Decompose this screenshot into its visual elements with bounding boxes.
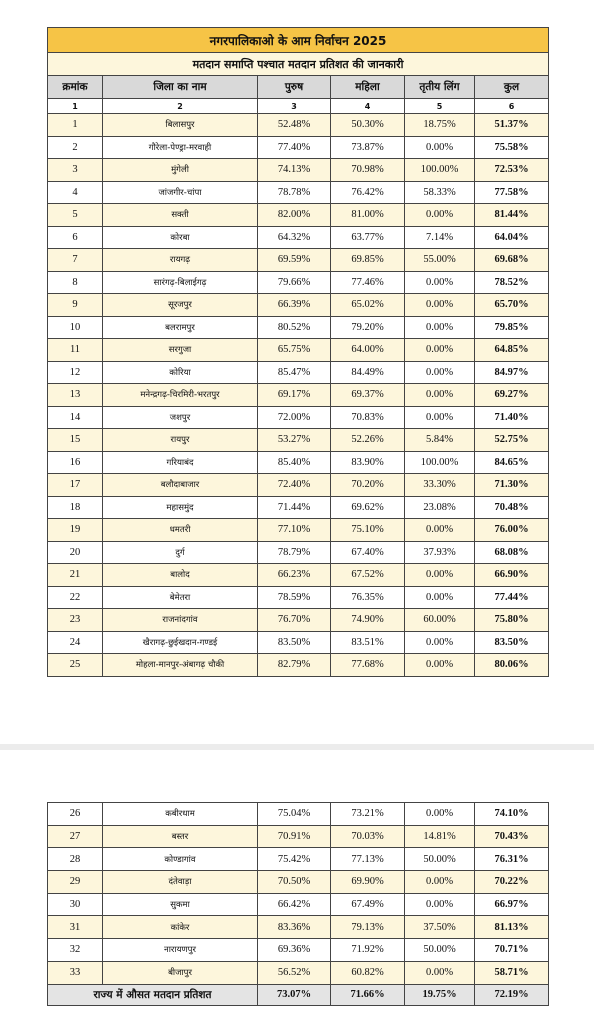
row-total: 65.70% (475, 294, 549, 317)
row-female: 71.92% (331, 939, 405, 962)
row-serial: 4 (48, 181, 103, 204)
column-number: 6 (475, 99, 549, 114)
table-row (48, 541, 549, 564)
average-total: 72.19% (475, 984, 549, 1005)
results-table-part-2 (47, 802, 549, 1006)
row-male: 72.40% (258, 474, 331, 497)
row-district: बस्तर (103, 825, 258, 848)
row-serial: 8 (48, 271, 103, 294)
row-serial: 30 (48, 893, 103, 916)
table-row (48, 271, 549, 294)
row-total: 75.58% (475, 136, 549, 159)
row-serial: 22 (48, 586, 103, 609)
table-row (48, 939, 549, 962)
results-table-part-1 (47, 27, 549, 677)
table-row (48, 893, 549, 916)
row-male: 72.00% (258, 406, 331, 429)
row-serial: 24 (48, 631, 103, 654)
page-subtitle: मतदान समाप्ति पश्चात मतदान प्रतिशत की जानकारी (48, 53, 549, 76)
column-number: 3 (258, 99, 331, 114)
row-serial: 29 (48, 871, 103, 894)
row-male: 70.91% (258, 825, 331, 848)
row-male: 66.39% (258, 294, 331, 317)
row-serial: 10 (48, 316, 103, 339)
row-third-gender: 0.00% (405, 406, 475, 429)
row-serial: 15 (48, 429, 103, 452)
row-third-gender: 0.00% (405, 519, 475, 542)
row-male: 83.36% (258, 916, 331, 939)
row-serial: 28 (48, 848, 103, 871)
row-serial: 1 (48, 114, 103, 137)
row-district: गौरेला-पेण्ड्रा-मरवाही (103, 136, 258, 159)
row-female: 76.35% (331, 586, 405, 609)
average-male: 73.07% (258, 984, 331, 1005)
row-male: 80.52% (258, 316, 331, 339)
table-row (48, 609, 549, 632)
table-row (48, 316, 549, 339)
table-row (48, 114, 549, 137)
row-serial: 25 (48, 654, 103, 677)
row-male: 78.78% (258, 181, 331, 204)
header-male: पुरुष (258, 76, 331, 99)
table-row (48, 916, 549, 939)
row-female: 60.82% (331, 961, 405, 984)
row-serial: 12 (48, 361, 103, 384)
row-female: 73.21% (331, 803, 405, 826)
row-serial: 9 (48, 294, 103, 317)
column-number: 5 (405, 99, 475, 114)
row-third-gender: 0.00% (405, 961, 475, 984)
row-male: 77.40% (258, 136, 331, 159)
row-female: 77.13% (331, 848, 405, 871)
row-female: 76.42% (331, 181, 405, 204)
row-third-gender: 0.00% (405, 294, 475, 317)
table-row (48, 249, 549, 272)
row-female: 74.90% (331, 609, 405, 632)
row-total: 81.13% (475, 916, 549, 939)
row-male: 77.10% (258, 519, 331, 542)
row-total: 66.90% (475, 564, 549, 587)
row-total: 72.53% (475, 159, 549, 182)
row-female: 65.02% (331, 294, 405, 317)
table-row (48, 825, 549, 848)
row-female: 63.77% (331, 226, 405, 249)
row-third-gender: 55.00% (405, 249, 475, 272)
table-row (48, 204, 549, 227)
row-female: 50.30% (331, 114, 405, 137)
column-number: 4 (331, 99, 405, 114)
row-district: सारंगढ़-बिलाईगढ़ (103, 271, 258, 294)
row-district: नारायणपुर (103, 939, 258, 962)
table-row (48, 294, 549, 317)
row-female: 77.46% (331, 271, 405, 294)
row-third-gender: 0.00% (405, 631, 475, 654)
row-male: 75.04% (258, 803, 331, 826)
row-third-gender: 50.00% (405, 939, 475, 962)
table-row (48, 519, 549, 542)
row-female: 52.26% (331, 429, 405, 452)
row-district: धमतरी (103, 519, 258, 542)
row-third-gender: 0.00% (405, 339, 475, 362)
row-third-gender: 0.00% (405, 136, 475, 159)
row-total: 78.52% (475, 271, 549, 294)
row-female: 69.37% (331, 384, 405, 407)
row-district: कबीरधाम (103, 803, 258, 826)
row-female: 77.68% (331, 654, 405, 677)
row-male: 65.75% (258, 339, 331, 362)
table-row (48, 848, 549, 871)
row-serial: 6 (48, 226, 103, 249)
row-female: 67.49% (331, 893, 405, 916)
row-serial: 20 (48, 541, 103, 564)
row-serial: 27 (48, 825, 103, 848)
row-male: 82.79% (258, 654, 331, 677)
page-break (0, 744, 594, 794)
row-male: 70.50% (258, 871, 331, 894)
page-break-shadow (0, 744, 594, 750)
row-male: 78.59% (258, 586, 331, 609)
table-row (48, 339, 549, 362)
row-third-gender: 33.30% (405, 474, 475, 497)
table-row (48, 451, 549, 474)
average-label: राज्य में औसत मतदान प्रतिशत (48, 984, 258, 1005)
row-female: 70.03% (331, 825, 405, 848)
row-serial: 33 (48, 961, 103, 984)
row-male: 53.27% (258, 429, 331, 452)
row-male: 76.70% (258, 609, 331, 632)
row-third-gender: 60.00% (405, 609, 475, 632)
row-total: 52.75% (475, 429, 549, 452)
row-third-gender: 0.00% (405, 893, 475, 916)
table-row (48, 803, 549, 826)
row-female: 69.90% (331, 871, 405, 894)
row-total: 80.06% (475, 654, 549, 677)
row-serial: 16 (48, 451, 103, 474)
row-female: 70.98% (331, 159, 405, 182)
row-district: गरियाबंद (103, 451, 258, 474)
row-third-gender: 50.00% (405, 848, 475, 871)
row-third-gender: 0.00% (405, 871, 475, 894)
row-third-gender: 5.84% (405, 429, 475, 452)
table-row (48, 496, 549, 519)
table-row (48, 586, 549, 609)
row-total: 70.43% (475, 825, 549, 848)
title-row (48, 28, 549, 53)
row-female: 70.20% (331, 474, 405, 497)
row-total: 58.71% (475, 961, 549, 984)
row-serial: 32 (48, 939, 103, 962)
row-total: 77.58% (475, 181, 549, 204)
row-serial: 13 (48, 384, 103, 407)
row-male: 85.47% (258, 361, 331, 384)
row-male: 52.48% (258, 114, 331, 137)
row-third-gender: 0.00% (405, 803, 475, 826)
row-third-gender: 37.93% (405, 541, 475, 564)
row-female: 67.40% (331, 541, 405, 564)
row-serial: 23 (48, 609, 103, 632)
row-district: मनेन्द्रगढ़-चिरमिरी-भरतपुर (103, 384, 258, 407)
row-serial: 31 (48, 916, 103, 939)
average-female: 71.66% (331, 984, 405, 1005)
row-district: सूरजपुर (103, 294, 258, 317)
row-third-gender: 0.00% (405, 316, 475, 339)
row-male: 82.00% (258, 204, 331, 227)
row-third-gender: 0.00% (405, 586, 475, 609)
row-total: 66.97% (475, 893, 549, 916)
table-row (48, 159, 549, 182)
row-male: 69.36% (258, 939, 331, 962)
row-female: 79.13% (331, 916, 405, 939)
row-serial: 14 (48, 406, 103, 429)
row-serial: 11 (48, 339, 103, 362)
row-total: 79.85% (475, 316, 549, 339)
row-total: 71.30% (475, 474, 549, 497)
row-district: दंतेवाड़ा (103, 871, 258, 894)
table-row (48, 631, 549, 654)
row-total: 70.22% (475, 871, 549, 894)
row-female: 84.49% (331, 361, 405, 384)
row-district: मुंगेली (103, 159, 258, 182)
column-number: 2 (103, 99, 258, 114)
row-male: 75.42% (258, 848, 331, 871)
row-third-gender: 7.14% (405, 226, 475, 249)
row-female: 64.00% (331, 339, 405, 362)
row-serial: 5 (48, 204, 103, 227)
table-row (48, 181, 549, 204)
row-male: 66.42% (258, 893, 331, 916)
row-third-gender: 0.00% (405, 654, 475, 677)
table-row (48, 429, 549, 452)
row-district: मोहला-मानपुर-अंबागढ़ चौकी (103, 654, 258, 677)
row-serial: 19 (48, 519, 103, 542)
row-female: 67.52% (331, 564, 405, 587)
row-total: 76.00% (475, 519, 549, 542)
row-district: दुर्ग (103, 541, 258, 564)
header-total: कुल (475, 76, 549, 99)
row-female: 81.00% (331, 204, 405, 227)
table-row (48, 361, 549, 384)
row-male: 56.52% (258, 961, 331, 984)
row-district: सरगुजा (103, 339, 258, 362)
row-total: 81.44% (475, 204, 549, 227)
row-district: खैरागढ़-छुईखदान-गण्डई (103, 631, 258, 654)
row-total: 64.04% (475, 226, 549, 249)
row-district: राजनांदगांव (103, 609, 258, 632)
row-district: कोण्डागांव (103, 848, 258, 871)
row-third-gender: 37.50% (405, 916, 475, 939)
row-serial: 21 (48, 564, 103, 587)
row-female: 70.83% (331, 406, 405, 429)
row-total: 83.50% (475, 631, 549, 654)
table-row (48, 474, 549, 497)
row-district: बिलासपुर (103, 114, 258, 137)
row-district: सक्ती (103, 204, 258, 227)
row-third-gender: 58.33% (405, 181, 475, 204)
row-male: 74.13% (258, 159, 331, 182)
header-district: जिला का नाम (103, 76, 258, 99)
row-total: 69.27% (475, 384, 549, 407)
row-female: 83.90% (331, 451, 405, 474)
row-female: 69.85% (331, 249, 405, 272)
row-total: 68.08% (475, 541, 549, 564)
state-average-row (48, 984, 549, 1005)
row-third-gender: 23.08% (405, 496, 475, 519)
row-male: 78.79% (258, 541, 331, 564)
row-district: सुकमा (103, 893, 258, 916)
row-total: 77.44% (475, 586, 549, 609)
row-district: कोरबा (103, 226, 258, 249)
table-row (48, 961, 549, 984)
row-district: रायपुर (103, 429, 258, 452)
page-title: नगरपालिकाओ के आम निर्वाचन 2025 (48, 28, 549, 53)
row-total: 70.48% (475, 496, 549, 519)
row-district: बलौदाबाजार (103, 474, 258, 497)
row-third-gender: 0.00% (405, 361, 475, 384)
row-district: बीजापुर (103, 961, 258, 984)
row-total: 51.37% (475, 114, 549, 137)
row-total: 70.71% (475, 939, 549, 962)
table-row (48, 871, 549, 894)
row-third-gender: 100.00% (405, 451, 475, 474)
row-total: 84.97% (475, 361, 549, 384)
row-female: 83.51% (331, 631, 405, 654)
row-district: रायगढ़ (103, 249, 258, 272)
row-male: 83.50% (258, 631, 331, 654)
table-row (48, 406, 549, 429)
row-total: 76.31% (475, 848, 549, 871)
table-row (48, 226, 549, 249)
row-total: 74.10% (475, 803, 549, 826)
table-row (48, 384, 549, 407)
row-male: 69.59% (258, 249, 331, 272)
row-serial: 26 (48, 803, 103, 826)
subtitle-row (48, 53, 549, 76)
table-row (48, 654, 549, 677)
row-district: बालोद (103, 564, 258, 587)
row-serial: 2 (48, 136, 103, 159)
column-number: 1 (48, 99, 103, 114)
row-female: 69.62% (331, 496, 405, 519)
row-third-gender: 0.00% (405, 271, 475, 294)
row-district: बलरामपुर (103, 316, 258, 339)
row-district: कोरिया (103, 361, 258, 384)
header-serial: क्रमांक (48, 76, 103, 99)
row-third-gender: 18.75% (405, 114, 475, 137)
row-serial: 7 (48, 249, 103, 272)
row-male: 85.40% (258, 451, 331, 474)
row-male: 71.44% (258, 496, 331, 519)
row-serial: 17 (48, 474, 103, 497)
row-male: 64.32% (258, 226, 331, 249)
header-female: महिला (331, 76, 405, 99)
row-total: 75.80% (475, 609, 549, 632)
row-district: बेमेतरा (103, 586, 258, 609)
row-male: 66.23% (258, 564, 331, 587)
column-header-row (48, 76, 549, 99)
row-serial: 3 (48, 159, 103, 182)
row-male: 69.17% (258, 384, 331, 407)
row-serial: 18 (48, 496, 103, 519)
row-third-gender: 0.00% (405, 204, 475, 227)
row-total: 71.40% (475, 406, 549, 429)
row-male: 79.66% (258, 271, 331, 294)
row-female: 75.10% (331, 519, 405, 542)
row-total: 64.85% (475, 339, 549, 362)
row-third-gender: 14.81% (405, 825, 475, 848)
row-district: कांकेर (103, 916, 258, 939)
row-third-gender: 0.00% (405, 564, 475, 587)
row-district: महासमुंद (103, 496, 258, 519)
row-third-gender: 100.00% (405, 159, 475, 182)
results-table-body-1 (48, 28, 549, 677)
table-row (48, 564, 549, 587)
column-number-row (48, 99, 549, 114)
results-table-body-2 (48, 803, 549, 985)
row-district: जांजगीर-चांपा (103, 181, 258, 204)
row-total: 69.68% (475, 249, 549, 272)
header-third-gender: तृतीय लिंग (405, 76, 475, 99)
row-female: 79.20% (331, 316, 405, 339)
row-district: जशपुर (103, 406, 258, 429)
row-third-gender: 0.00% (405, 384, 475, 407)
table-row (48, 136, 549, 159)
row-total: 84.65% (475, 451, 549, 474)
average-third-gender: 19.75% (405, 984, 475, 1005)
row-female: 73.87% (331, 136, 405, 159)
